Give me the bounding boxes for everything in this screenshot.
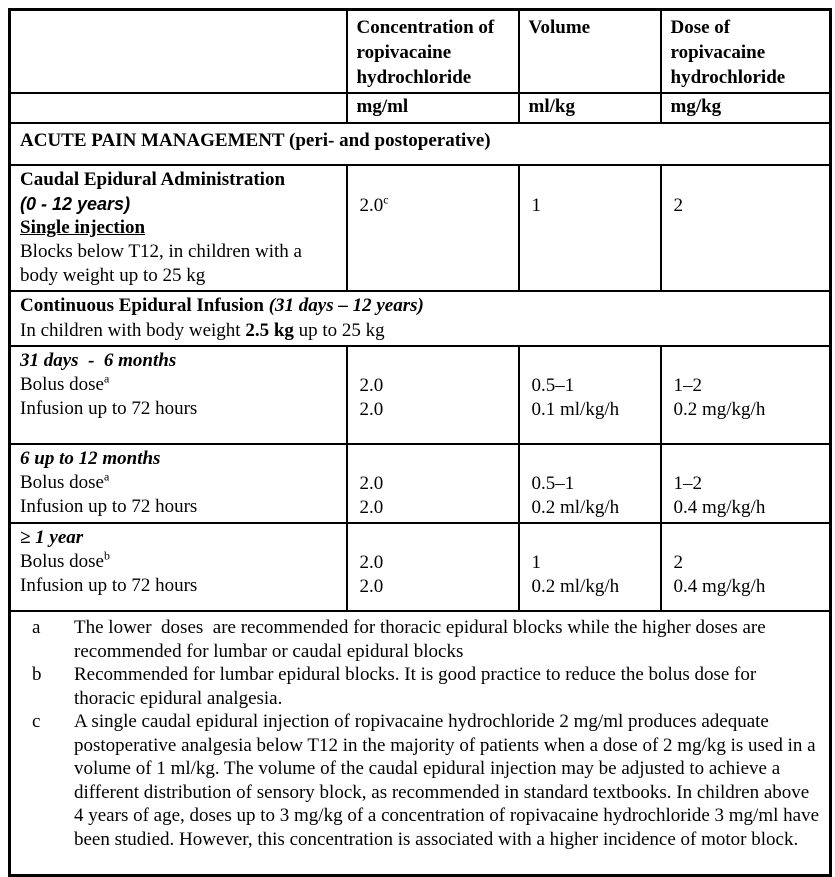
age-group-1-label-cell [10, 444, 347, 523]
units-cell-dose: mg/kg [661, 93, 831, 123]
footnote-ref: b [103, 548, 110, 563]
header-cell-dose: Dose of ropivacaine hydrochloride [661, 10, 831, 94]
header-cell-volume: Volume [519, 10, 661, 94]
age-group-2-label-cell [10, 523, 347, 611]
footnote-ref: a [103, 371, 110, 386]
header-cell-concentration: Concentration of ropivacaine hydrochloride [347, 10, 519, 94]
caudal-desc: Blocks below T12, in children with a body weight up to 25 kg [20, 241, 302, 286]
section-continuous-row [10, 291, 831, 346]
age-group-0-age: 31 days - 6 months [20, 350, 177, 371]
footnote-ref: a [103, 469, 110, 484]
footnote-b [11, 663, 821, 710]
age-group-0-dose-cell: 1–2 0.2 mg/kg/h [661, 346, 831, 444]
age-group-0-infusion-label: Infusion up to 72 hours [20, 398, 198, 419]
age-group-2-volume-cell: 1 0.2 ml/kg/h [519, 523, 661, 611]
age-group-2-dose-cell: 2 0.4 mg/kg/h [661, 523, 831, 611]
caudal-age: (0 - 12 years) [20, 194, 131, 214]
age-group-1-dose-cell: 1–2 0.4 mg/kg/h [661, 444, 831, 523]
footnote-a-marker: a [32, 617, 41, 638]
footnote-b-marker: b [32, 664, 42, 685]
age-group-0-label-cell [10, 346, 347, 444]
footnote-c [11, 710, 824, 851]
age-group-1-infusion-label: Infusion up to 72 hours [20, 496, 198, 517]
age-group-2-concentration-cell: 2.0 2.0 [347, 523, 519, 611]
units-row [10, 93, 831, 123]
header-row [10, 10, 831, 94]
caudal-volume-cell: 1 [519, 165, 661, 291]
caudal-title: Caudal Epidural Administration [20, 169, 286, 190]
age-group-row-0 [10, 346, 831, 444]
footnotes-cell [10, 611, 831, 875]
age-group-0-volume-cell: 0.5–1 0.1 ml/kg/h [519, 346, 661, 444]
footnote-c-marker: c [32, 711, 41, 732]
age-group-2-age: ≥ 1 year [20, 527, 84, 548]
footnote-b-text: Recommended for lumbar epidural blocks. It is good practice to reduce the bolus dose for thoracic epidural analgesia. [74, 664, 761, 709]
age-group-1-concentration-cell: 2.0 2.0 [347, 444, 519, 523]
footnotes-row [10, 611, 831, 875]
footnote-a [11, 616, 821, 663]
age-group-1-bolus-label: Bolus dose$^a$ [20, 469, 110, 493]
age-group-row-2 [10, 523, 831, 611]
header-cell-empty [10, 10, 347, 94]
footnote-c-text: A single caudal epidural injection of ropivacaine hydrochloride 2 mg/ml produces adequate postoperative analgesia below T12 in the majority of patients when a dose of 2 mg/kg is used in a volume of 1 ml/kg. The volume of the caudal epidural injection may be adjusted to achieve a different distribution of sensory block, as recommended in standard textbooks. In children above 4 years of age, doses up to 3 mg/kg of a concentration of ropivacaine hydrochloride 3 mg/ml have been studied. However, this concentration is associated with a higher incidence of motor block. [74, 711, 824, 850]
caudal-row [10, 165, 831, 291]
age-group-0-concentration-cell: 2.0 2.0 [347, 346, 519, 444]
age-group-0-bolus-label: Bolus dose$^a$ [20, 371, 110, 395]
caudal-concentration-value: 2.0 [359, 195, 384, 216]
age-group-1-age: 6 up to 12 months [20, 448, 161, 469]
age-group-2-bolus-label: Bolus dose$^b$ [20, 548, 110, 572]
dosage-table [8, 8, 832, 877]
section-acute-title: ACUTE PAIN MANAGEMENT (peri- and postoperative) [10, 123, 831, 165]
footnote-a-text: The lower doses are recommended for thoracic epidural blocks while the higher doses are recommended for lumbar or caudal epidural blocks [74, 617, 771, 662]
caudal-label-cell [10, 165, 347, 291]
continuous-age: (31 days – 12 years) [268, 295, 424, 316]
units-cell-volume: ml/kg [519, 93, 661, 123]
units-cell-concentration: mg/ml [347, 93, 519, 123]
continuous-desc-line [20, 318, 823, 343]
continuous-desc-bold: 2.5 kg [245, 320, 294, 341]
age-group-1-volume-cell: 0.5–1 0.2 ml/kg/h [519, 444, 661, 523]
continuous-desc-post: up to 25 kg [293, 320, 385, 341]
caudal-dose-cell: 2 [661, 165, 831, 291]
section-continuous-cell [10, 291, 831, 346]
caudal-concentration-footnote-ref: c [383, 192, 389, 207]
age-group-row-1 [10, 444, 831, 523]
caudal-concentration-cell [347, 165, 519, 291]
continuous-title: Continuous Epidural Infusion [20, 295, 264, 316]
continuous-title-line [20, 293, 823, 318]
units-cell-empty [10, 93, 347, 123]
caudal-subtitle: Single injection [20, 217, 146, 238]
age-group-2-infusion-label: Infusion up to 72 hours [20, 575, 198, 596]
section-acute-row [10, 123, 831, 165]
continuous-desc-pre: In children with body weight [20, 320, 246, 341]
